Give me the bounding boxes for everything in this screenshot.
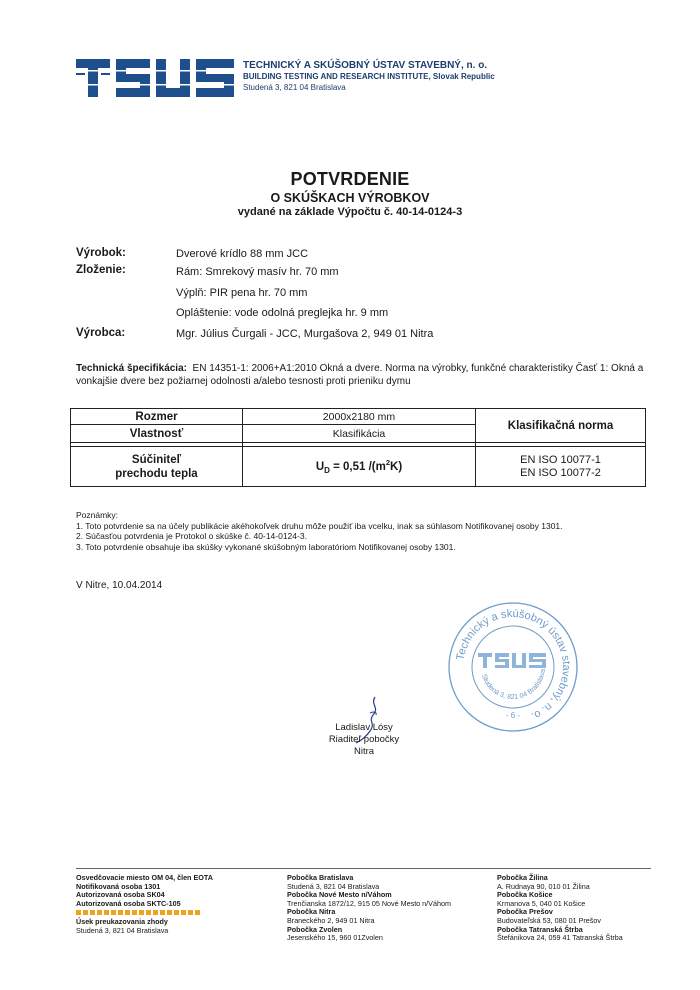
manufacturer-value: Mgr. Július Čurgali - JCC, Murgašova 2, 949 01 Nitra: [176, 328, 434, 340]
product-label: Výrobok:: [76, 247, 126, 259]
branch-zvolen: Pobočka Zvolen: [287, 924, 343, 934]
footer-accent-squares: [76, 910, 213, 915]
stamp-inner-text: Studená 3, 821 04 Bratislava: [480, 668, 547, 702]
official-stamp: [446, 600, 580, 734]
u-symbol: U: [315, 460, 325, 473]
property-name: [71, 447, 243, 487]
branch-kosice-address: Krmanova 5, 040 01 Košice: [497, 898, 586, 908]
classification-table: [70, 408, 646, 487]
branch-bratislava-address: Studená 3, 821 04 Bratislava: [287, 881, 380, 891]
institute-block: [243, 60, 495, 93]
document-basis: vydané na základe Výpočtu č. 40-14-0124-3: [237, 206, 463, 218]
stamp-ring-text: Technický a skúšobný ústav stavebný, n. o.: [454, 607, 573, 723]
stamp-logo: [478, 653, 546, 668]
branch-strba: Pobočka Tatranská Štrba: [497, 924, 583, 934]
property-header: Vlastnosť: [71, 425, 243, 443]
u-value: [243, 447, 476, 487]
footer-authorized-sk04: Autorizovaná osoba SK04: [76, 890, 165, 900]
place-date: V Nitre, 10.04.2014: [76, 580, 163, 591]
u-superscript: 2: [385, 457, 391, 467]
norm-1: EN ISO 10077-1: [520, 453, 601, 466]
signer-name: Ladislav Lósy: [335, 722, 393, 733]
footer-col-1: [76, 874, 213, 936]
product-value: Dverové krídlo 88 mm JCC: [176, 248, 309, 260]
branch-strba-address: Štefánikova 24, 059 41 Tatranská Štrba: [497, 933, 623, 943]
branch-zvolen-address: Jesenského 15, 960 01Zvolen: [287, 933, 383, 943]
footer-notified: Notifikovaná osoba 1301: [76, 881, 161, 891]
footer-eota: Osvedčovacie miesto OM 04, člen EOTA: [76, 873, 213, 882]
notes: [76, 510, 563, 552]
norm-2: EN ISO 10077-2: [520, 466, 601, 479]
u-value-number: = 0,51 /(m: [329, 460, 386, 473]
footer-divider: [76, 868, 651, 869]
signer-block: [318, 722, 410, 758]
footer-section-address: Studená 3, 821 04 Bratislava: [76, 925, 169, 935]
spec-text: EN 14351-1: 2006+A1:2010 Okná a dvere. Norma na výrobky, funkčné charakteristiky Časť 1: Okná a vonkajšie dvere bez požiarnej odolnosti a/alebo tesnosti proti prieniku dymu: [76, 363, 644, 387]
footer-section: Úsek preukazovania zhody: [76, 917, 168, 927]
branch-presov: Pobočka Prešov: [497, 907, 553, 917]
classification-header: Klasifikácia: [243, 425, 476, 443]
composition-label: Zloženie:: [76, 264, 126, 276]
u-value-unit: K): [390, 460, 403, 473]
branch-kosice: Pobočka Košice: [497, 890, 553, 900]
note-3: 3. Toto potvrdenie obsahuje iba skúšky vykonané skúšobným laboratóriom Notifikovanej osoby 1301.: [76, 541, 456, 552]
size-value: 2000x2180 mm: [243, 409, 476, 425]
institute-name-en: BUILDING TESTING AND RESEARCH INSTITUTE, Slovak Republic: [243, 72, 495, 81]
document-title: POTVRDENIE: [290, 169, 410, 189]
property-name-line2: prechodu tepla: [115, 467, 198, 480]
branch-presov-address: Budovateľská 53, 080 01 Prešov: [497, 915, 601, 925]
branch-nitra-address: Braneckého 2, 949 01 Nitra: [287, 915, 375, 925]
footer-col-3: [497, 874, 623, 943]
composition-cladding: Opláštenie: vode odolná preglejka hr. 9 mm: [176, 307, 389, 319]
document-subtitle: O SKÚŠKACH VÝROBKOV: [270, 191, 430, 205]
institute-name-sk: TECHNICKÝ A SKÚŠOBNÝ ÚSTAV STAVEBNÝ, n. o.: [243, 60, 488, 71]
notes-heading: Poznámky:: [76, 510, 119, 520]
branch-zilina-address: A. Rudnaya 90, 010 01 Žilina: [497, 881, 590, 891]
norm-values: [476, 447, 646, 487]
norm-header: Klasifikačná norma: [476, 409, 646, 443]
tsus-logo: [76, 57, 236, 99]
branch-nove-mesto: Pobočka Nové Mesto n/Váhom: [287, 890, 392, 900]
footer-col-2: [287, 874, 451, 943]
signer-role: Riaditeľ pobočky Nitra: [328, 734, 400, 757]
branch-nitra: Pobočka Nitra: [287, 907, 336, 917]
note-2: 2. Súčasťou potvrdenia je Protokol o skúške č. 40-14-0124-3.: [76, 531, 307, 541]
branch-zilina: Pobočka Žilina: [497, 873, 548, 882]
composition-frame: Rám: Smrekový masív hr. 70 mm: [176, 266, 339, 278]
branch-bratislava: Pobočka Bratislava: [287, 873, 354, 882]
spec-label: Technická špecifikácia:: [76, 363, 187, 374]
composition-filling: Výplň: PIR pena hr. 70 mm: [176, 287, 308, 299]
institute-address: Studená 3, 821 04 Bratislava: [243, 83, 346, 92]
footer-authorized-sktc: Autorizovaná osoba SKTC-105: [76, 898, 181, 908]
manufacturer-label: Výrobca:: [76, 327, 126, 339]
technical-specification: [76, 362, 656, 388]
property-name-line1: Súčiniteľ: [131, 453, 182, 466]
note-1: 1. Toto potvrdenie sa na účely publikácie akéhokoľvek druhu môže použiť iba vcelku, inak sa súhlasom Notifikovanej osoby 1301.: [76, 520, 563, 531]
size-label: Rozmer: [71, 409, 243, 425]
branch-nove-mesto-address: Trenčianska 1872/12, 915 05 Nové Mesto n/Váhom: [287, 898, 451, 908]
stamp-number: - 6 -: [505, 711, 521, 720]
u-subscript: D: [324, 466, 330, 476]
